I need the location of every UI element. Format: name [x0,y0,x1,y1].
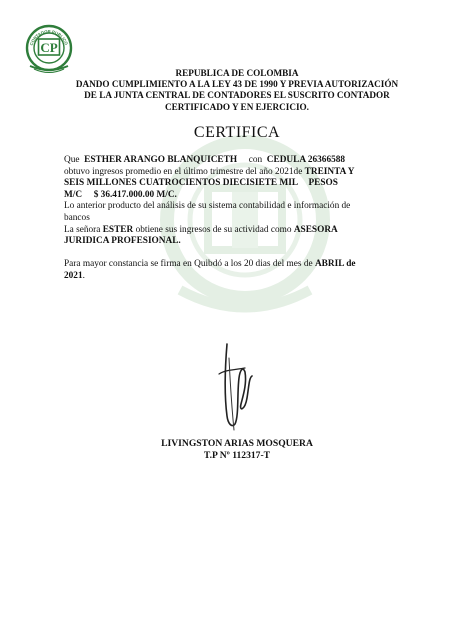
body-line [64,155,408,167]
activity: ASESORA [293,224,338,235]
certificate-title: CERTIFICA [193,124,281,141]
amount-words: TREINTA Y [304,166,355,177]
body-text: Para mayor constancia se firma en Quibdó a los 20 dias del mes de [64,259,313,270]
activity: JURIDICA PROFESIONAL. [64,236,181,247]
header-line: CERTIFICADO Y EN EJERCICIO. [165,101,309,112]
body-line [64,271,408,283]
amount-words: DIECISIETE [222,178,278,189]
svg-text:CP: CP [40,40,58,55]
amount-words: CUATROCIENTOS [139,178,221,189]
month-date: ABRIL de [314,259,356,270]
body-line [64,167,408,179]
svg-text:CONTADOR PUBLICO: CONTADOR PUBLICO [28,28,70,47]
header-line: DE LA JUNTA CENTRAL DE CONTADORES EL SUSCRITO CONTADOR [84,90,390,101]
certificate-header [60,68,414,113]
body-line: bancos [64,212,90,223]
person-name: ESTHER ARANGO BLANQUICETH [84,155,238,165]
body-text: Que [64,155,80,165]
amount-words: PESOS [308,178,338,189]
body-line [64,190,408,202]
signer-name: LIVINGSTON ARIAS MOSQUERA [161,438,313,449]
person-first-name: ESTER [102,224,134,235]
body-line [64,178,338,190]
signer-professional-card: T.P Nº 112317-T [203,450,271,461]
body-line: Lo anterior producto del análisis de su sistema contabilidad e información de [64,201,351,212]
header-line: DANDO CUMPLIMIENTO A LA LEY 43 DE 1990 Y PREVIA AUTORIZACIÓN [75,79,399,90]
body-text: obtiene sus ingresos de su actividad como [135,224,292,235]
amount-words: SEIS [64,178,85,189]
body-line [64,259,408,271]
year-date: 2021 [64,270,83,281]
handwritten-signature [205,338,265,433]
amount-words: MIL [279,178,299,189]
amount-figure: $ 36.417.000.00 M/C. [93,189,177,200]
body-text: con [248,155,263,165]
body-line [64,225,408,237]
body-text: La señora [64,224,101,235]
body-text: . [82,270,85,281]
header-line: REPUBLICA DE COLOMBIA [175,68,299,78]
certificate-body [64,155,408,283]
body-line [64,236,408,248]
amount-words: MILLONES [86,178,137,189]
id-number: CEDULA 26366588 [266,155,346,165]
currency-label: M/C [64,189,83,200]
body-text: obtuvo ingresos promedio en el último trimestre del año 2021de [64,166,303,177]
signer-block [0,438,474,462]
